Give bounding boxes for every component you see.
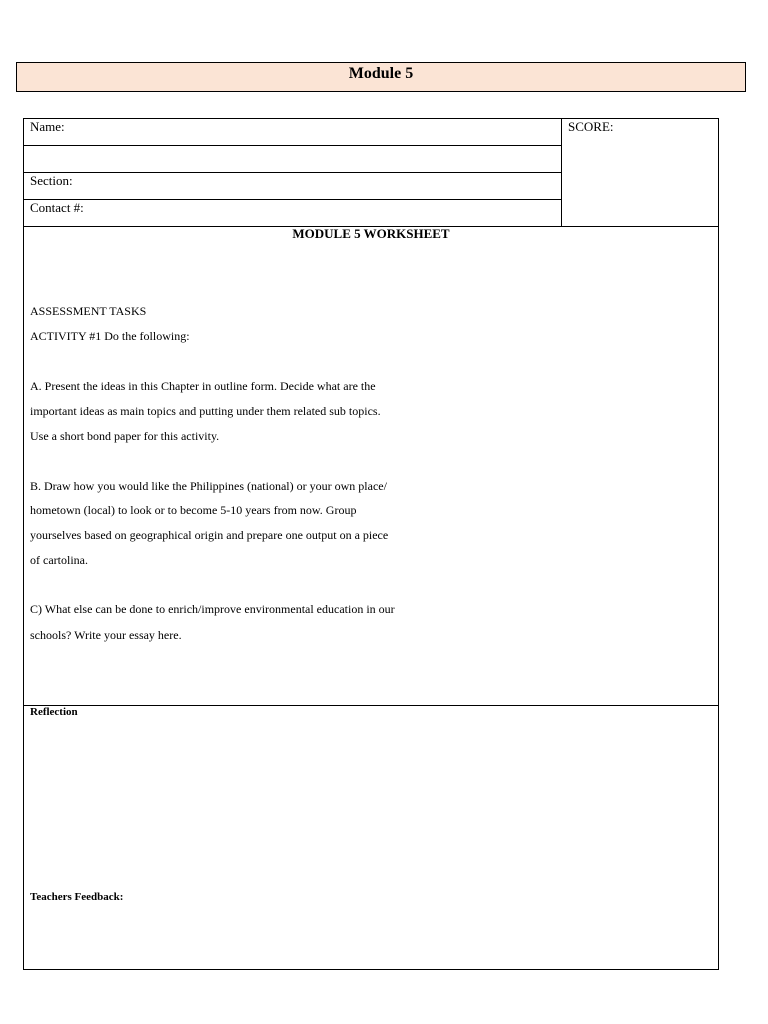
- contact-label: Contact #:: [30, 200, 84, 215]
- item-b-line-2: hometown (local) to look or to become 5-10 years from now. Group: [30, 503, 357, 517]
- item-c-line-1: C) What else can be done to enrich/improve environmental education in our: [30, 602, 395, 616]
- worksheet-frame: [23, 118, 719, 970]
- score-label: SCORE:: [568, 119, 614, 134]
- item-c-line-2: schools? Write your essay here.: [30, 628, 182, 642]
- name-row-divider: [23, 145, 561, 146]
- item-b-line-4: of cartolina.: [30, 553, 88, 567]
- section-row-divider: [23, 199, 561, 200]
- name-label: Name:: [30, 119, 65, 134]
- reflection-label: Reflection: [30, 706, 78, 718]
- worksheet-title: MODULE 5 WORKSHEET: [292, 226, 450, 241]
- item-a-line-3: Use a short bond paper for this activity.: [30, 429, 220, 443]
- activity-heading: ACTIVITY #1 Do the following:: [30, 329, 190, 343]
- item-a-line-1: A. Present the ideas in this Chapter in outline form. Decide what are the: [30, 379, 376, 393]
- section-label: Section:: [30, 173, 73, 188]
- item-a-line-2: important ideas as main topics and putting under them related sub topics.: [30, 404, 381, 418]
- item-b-line-3: yourselves based on geographical origin and prepare one output on a piece: [30, 528, 389, 542]
- teachers-feedback-label: Teachers Feedback:: [30, 891, 124, 903]
- score-divider: [561, 118, 562, 226]
- assessment-heading: ASSESSMENT TASKS: [30, 304, 147, 318]
- module-title-bar: [16, 62, 746, 92]
- item-b-line-1: B. Draw how you would like the Philippines (national) or your own place/: [30, 479, 387, 493]
- module-title: Module 5: [348, 65, 414, 82]
- reflection-divider: [23, 705, 719, 706]
- blank-row-divider: [23, 172, 561, 173]
